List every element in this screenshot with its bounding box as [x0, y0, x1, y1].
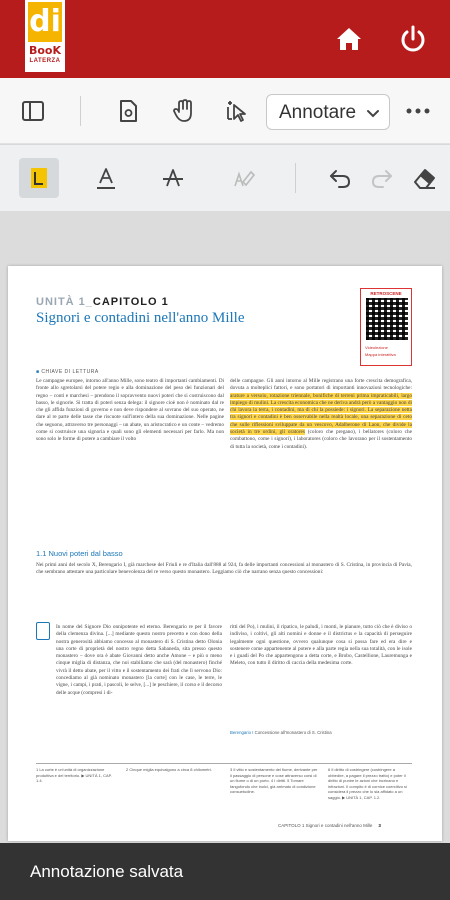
- hand-icon: [170, 97, 198, 125]
- eraser-icon: [411, 164, 439, 192]
- strikethrough-tool-button[interactable]: [153, 158, 193, 198]
- highlighter-tool-button[interactable]: [19, 158, 59, 198]
- redo-button[interactable]: [362, 158, 402, 198]
- highlighter-icon: [25, 164, 53, 192]
- logo-book: BooK: [28, 44, 62, 57]
- strikethrough-icon: [159, 164, 187, 192]
- qr-code-icon: [366, 298, 408, 340]
- page-settings-icon: [115, 98, 141, 124]
- more-icon: [404, 97, 432, 125]
- intro-column-right: [230, 378, 412, 451]
- eraser-button[interactable]: [405, 158, 445, 198]
- paragraph-text: delle campagne. Gli anni intorno al Mille registrano una forte crescita demografica, dovuta a molteplici fattori, e sono portatori di importanti innovazioni tecnologiche:: [230, 378, 412, 392]
- source-column-left: In nome del Signore Dio onnipotente ed eterno. Berengario re per il favore della clemenza divina. [...] mediante questo nostro precetto e con dono della nostra generosità abbiamo concesso al monastero di S. Cristina detto Olonia una corte di proprietà del nostro regno detta Sabaneda, sita presso questo monastero – dove ora è abate Giovanni detto anche Amone – e più o meno cinque miglia di distanza, che noi stabiliamo che sarà (del monastero) finché vivrà il detto abate, per il vitto e il sostentamento dei frati che lì servono Dio: concediamo al già nominato monastero [la corte] con le case, le terre, le vigne, i campi, i prati, i pascoli, le selve, [...] le peschiere, il corso e il decorso delle acque (compresi i di-: [56, 624, 222, 696]
- home-icon: [332, 22, 366, 56]
- undo-icon: [326, 164, 354, 192]
- intro-column-left: Le campagne europee, intorno all'anno Mille, sono teatro di importanti cambiamenti. Di fronte allo sgretolarsi del potere regio e alla dominazione del peso dei funzionari del regno – conti e marchesi – prendono il sopravvento nuovi poteri che si costruiscono dal basso, le signorie. Si tratta di poteri senza delega: il signore cioè non è nominato dal re che gli affida funzioni di governo e non deve rispondere al sovrano del suo operato, ne dare al re parte delle tasse che riscuote sull'intero della sua dominazione. Nelle pagine che seguono, attraverso tre personaggi – un abate, un aristocratico e un conte – vedremo come si costruisce una signoria e quali sono gli elementi necessari per farlo. Ma non sono solo le forme di potere a cambiare il volto: [36, 378, 224, 443]
- more-options-button[interactable]: [400, 93, 436, 129]
- select-tool-button[interactable]: [220, 93, 256, 129]
- annotation-toolbar: [0, 145, 450, 211]
- main-toolbar: [0, 78, 450, 144]
- undo-button[interactable]: [320, 158, 360, 198]
- bullet-icon: ■: [36, 369, 40, 375]
- footnote: 2 Cinque miglia equivalgono a circa 8 chilometri.: [126, 767, 212, 772]
- caption-label: Berengario I: [230, 730, 254, 735]
- logo-di: di: [28, 2, 62, 42]
- page-footer: [278, 823, 381, 828]
- footnote: 6 Il diritto di costringere (costringere a obbedire, a pagare il prezzo tratto) e poter il diritto di punire le azioni che incrinano e infrazioni. Il compito è di cornice coercitivo si considera il prezzo che lo sia affidato a un saggio. ▶ UNITÀ 1, CAP. 1.2.: [328, 767, 407, 800]
- app-logo: [25, 0, 65, 72]
- qr-header: RETROSCENE: [370, 291, 402, 296]
- document-viewer[interactable]: [0, 211, 450, 843]
- footnote: 3 Il vitto e sostentamento del fiume, derivante per il passaggio di persone e cose attraverso corsi di un fiume o di un porto. 4 I diritti. 5 Tomare fangofondo che inolci, già arrimato di condizione consuetudine.: [230, 767, 318, 795]
- redo-icon: [368, 164, 396, 192]
- freehand-tool-button[interactable]: [223, 158, 263, 198]
- caption-text: Concessione all'monastero di S. Cristina: [254, 730, 332, 735]
- keys-heading-text: CHIAVE DI LETTURA: [41, 369, 99, 375]
- select-pointer-icon: [224, 97, 252, 125]
- app-header: [0, 0, 450, 78]
- logout-button[interactable]: [396, 22, 430, 56]
- highlight-annotation[interactable]: arature a versoio, rotazione triennale, bonifiche di terreni prima impraticabili, largo impiego di mulini. La crescita economica che ne deriva andrà però a vantaggio non di chi lavora la terra, i contadini, ma di chi la possiede: i signori. La separazione netta tra signori e contadini è ben osservabile nella realtà locale, una separazione di ceto che sulle riflessioni sviluppate da un vescovo, Adalberone di Laon, che divide la società in tre ordini, gli oratores: [230, 392, 412, 436]
- keys-heading: [36, 369, 99, 375]
- toggle-sidebar-button[interactable]: [15, 93, 51, 129]
- chapter-title: Signori e contadini nell'anno Mille: [36, 310, 245, 326]
- sidebar-icon: [20, 98, 46, 124]
- logo-publisher: LATERZA: [29, 58, 61, 64]
- toolbar-divider: [295, 163, 296, 193]
- mode-select[interactable]: [266, 94, 390, 130]
- underline-tool-button[interactable]: [86, 158, 126, 198]
- home-button[interactable]: [332, 22, 366, 56]
- chevron-down-icon: [365, 105, 381, 121]
- pan-tool-button[interactable]: [166, 93, 202, 129]
- mode-select-value: Annotare: [279, 102, 357, 123]
- page-footer-label: CAPITOLO 1 Signori e contadini nell'anno Mille: [278, 823, 373, 828]
- section-intro: Nei primi anni del secolo X, Berengario I, già marchese del Friuli e re d'Italia dall'888 al 924, fa delle importanti concessioni al monastero di S. Cristina, in provincia di Pavia, che sembrano attestare una particolare benevolenza del re verso questo monastero. Leggiamo ciò che narrano senza questo concessioni:: [36, 562, 412, 576]
- unit-label: UNITÀ 1_: [36, 296, 93, 308]
- toolbar-divider: [80, 96, 81, 126]
- qr-footer-line: Videolezione: [365, 345, 388, 350]
- paragraph-text: (coloro che pregano), i bellatores (coloro che combattono, come i signori), i laboratores (coloro che lavorano per il sostentamento di tutta la società, come i contadini).: [230, 429, 412, 450]
- qr-footer-line: Mappa interattiva: [365, 352, 396, 357]
- footnote-divider: [36, 763, 412, 764]
- source-column-right: ritti del Po), i mulini, il ripatico, le paludi, i monti, le pianure, tutto ciò che è diviso o indiviso, i coltivi, gli alti nomini e donne e il districtus e la capacità di perseguire legalmente ogni questione, ovvero qualunque cosa si possa fare ed era dire e sostenere come appartenente al potere e alla parte regia nella sua totalità, con le isole e i guadi del Po che appartengono a detta corte, e Brobo, Castellione, Lauremunga e Meleto, con tutto il diritto di caccia della medesima corte.: [230, 624, 412, 667]
- power-icon: [396, 22, 430, 56]
- snackbar: [0, 843, 450, 900]
- qr-footer: [365, 344, 396, 358]
- chapter-label: CAPITOLO 1: [92, 296, 169, 308]
- source-caption: [230, 730, 332, 735]
- qr-code-box[interactable]: [360, 288, 412, 366]
- unit-heading: [36, 296, 169, 308]
- document-page[interactable]: [8, 266, 442, 841]
- snackbar-message: Annotazione salvata: [30, 862, 184, 881]
- footnote: 1 La corte è un'unità di organizzazione produttiva e del territorio. ▶ UNITÀ 1, CAP. 1.4.: [36, 767, 112, 784]
- underline-icon: [92, 164, 120, 192]
- freehand-icon: [229, 164, 257, 192]
- source-document-icon: [36, 622, 50, 640]
- section-title: 1.1 Nuovi poteri dal basso: [36, 549, 123, 558]
- page-settings-button[interactable]: [110, 93, 146, 129]
- page-number: 3: [378, 823, 381, 828]
